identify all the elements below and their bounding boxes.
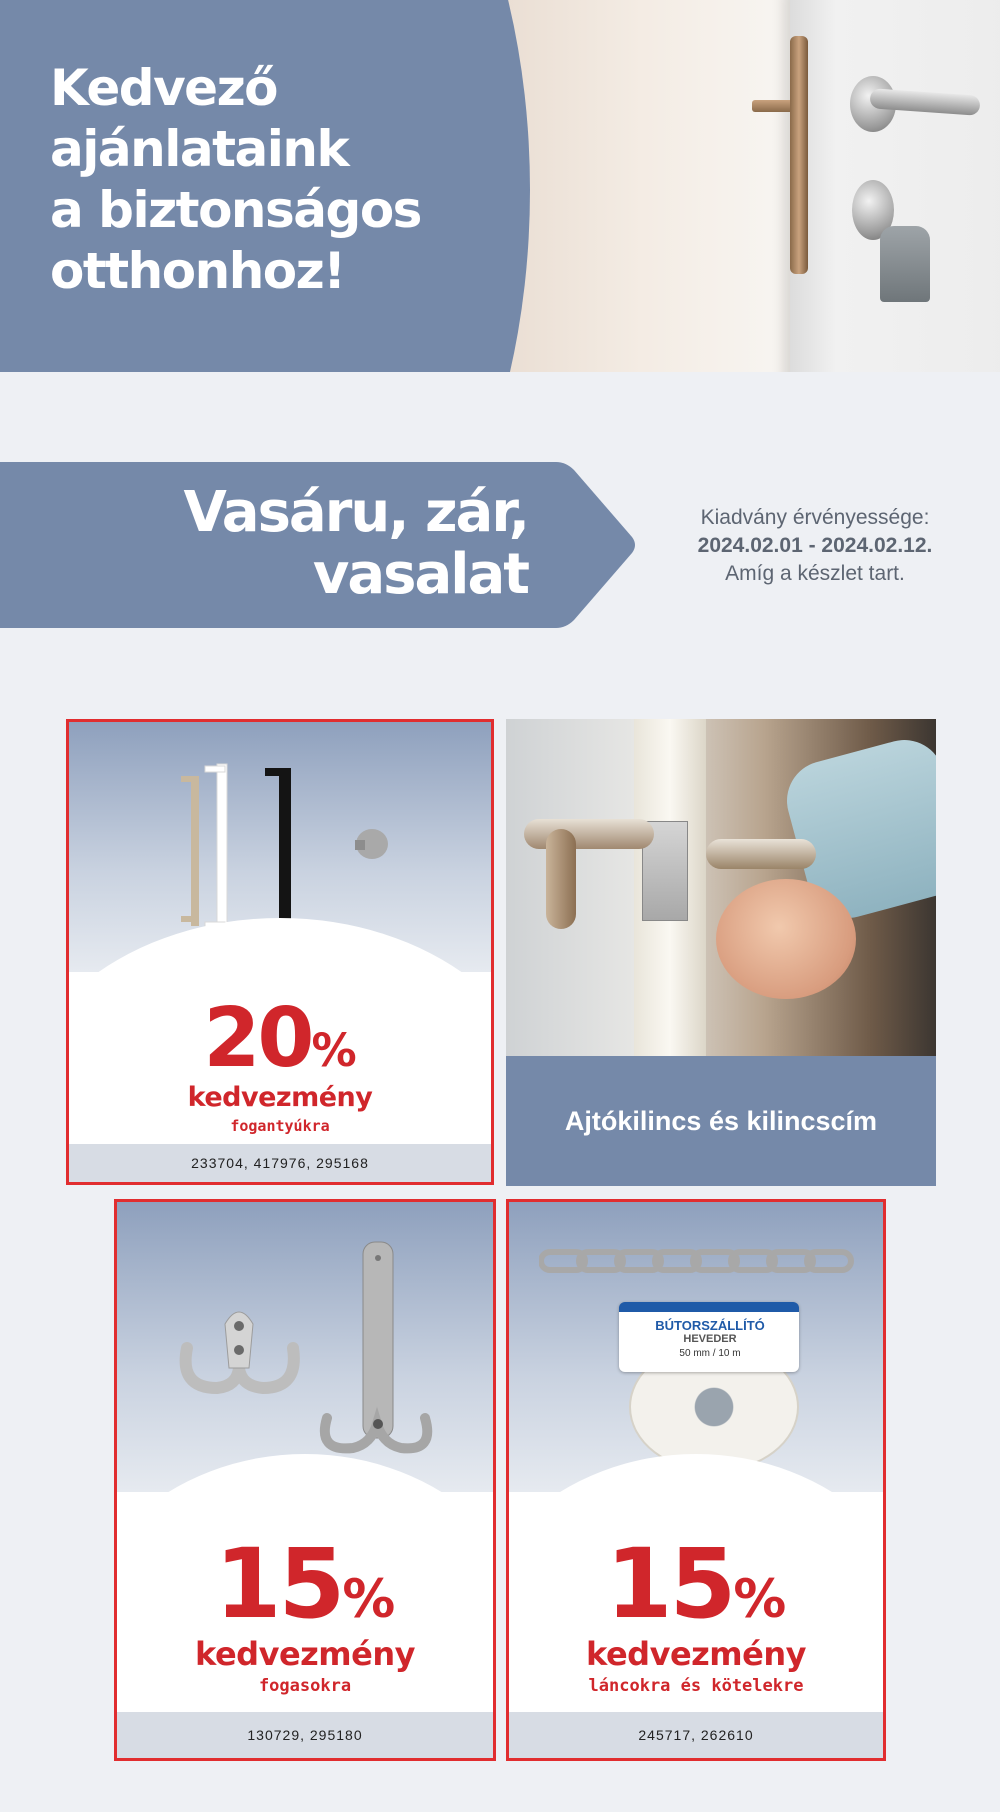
discount-percent: 15%	[214, 1528, 396, 1640]
offer-card-hooks[interactable]	[114, 1199, 496, 1761]
section-title-line: vasalat	[312, 542, 528, 607]
card-product-area	[509, 1202, 883, 1492]
hero-banner	[0, 0, 1000, 372]
strap-name: HEVEDER	[683, 1333, 737, 1345]
discount-label: kedvezmény	[187, 1082, 373, 1113]
offer-card-handles[interactable]	[66, 719, 494, 1185]
product-codes: 130729, 295180	[117, 1712, 493, 1758]
door-handle-promo[interactable]	[506, 719, 936, 1186]
strap-roll	[619, 1302, 809, 1472]
hero-title	[50, 58, 470, 302]
cabinet-handles-icon	[179, 762, 409, 932]
door-handle-photo	[506, 719, 936, 1056]
strap-size: 50 mm / 10 m	[679, 1348, 741, 1359]
wall-hooks-icon	[167, 1238, 447, 1458]
offer-card-chains[interactable]	[506, 1199, 886, 1761]
discount-percent: 20%	[203, 991, 357, 1086]
hero-title-line: otthonhoz!	[50, 242, 345, 300]
discount-label: kedvezmény	[195, 1635, 415, 1673]
section-banner	[0, 462, 636, 628]
hand-icon	[716, 879, 856, 999]
discount-category: fogasokra	[258, 1676, 352, 1696]
key-tag-icon	[880, 226, 930, 302]
hero-title-line: Kedvező	[50, 59, 278, 117]
promo-caption: Ajtókilincs és kilincscím	[564, 1106, 878, 1136]
validity-info	[660, 504, 970, 588]
strap-brand: BÚTORSZÁLLÍTÓ	[655, 1318, 765, 1333]
hero-title-line: a biztonságos	[50, 181, 421, 239]
product-codes: 245717, 262610	[509, 1712, 883, 1758]
card-product-area	[117, 1202, 493, 1492]
discount-percent: 15%	[605, 1528, 787, 1640]
section-title-line: Vasáru, zár,	[183, 480, 528, 545]
chain-icon	[539, 1242, 859, 1282]
validity-note: Amíg a készlet tart.	[725, 562, 905, 585]
section-title	[0, 482, 528, 606]
product-codes: 233704, 417976, 295168	[69, 1144, 491, 1182]
hero-title-line: ajánlataink	[50, 120, 349, 178]
door-lock-photo	[490, 0, 1000, 372]
validity-dates: 2024.02.01 - 2024.02.12.	[697, 534, 933, 557]
validity-label: Kiadvány érvényessége:	[700, 506, 930, 529]
discount-label: kedvezmény	[586, 1635, 806, 1673]
discount-category: fogantyúkra	[230, 1117, 330, 1135]
discount-category: láncokra és kötelekre	[588, 1676, 804, 1696]
